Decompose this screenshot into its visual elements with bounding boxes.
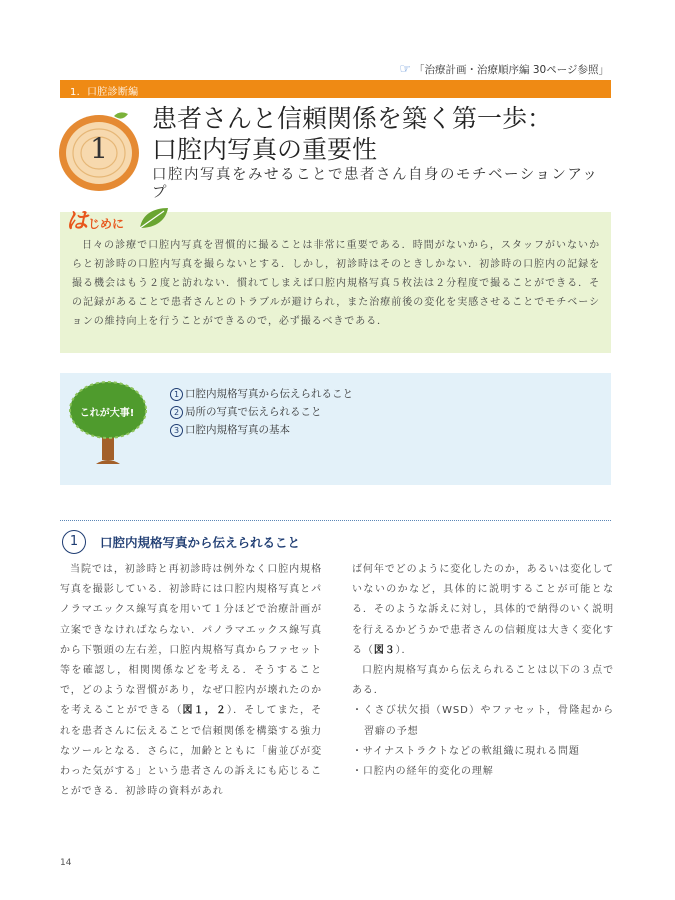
paragraph: 口腔内規格写真から伝えられることは以下の３点である． <box>352 665 614 697</box>
body-column-left <box>60 560 322 802</box>
key-point-item: 2 局所の写真で伝えられること <box>170 403 353 421</box>
intro-heading-big: は <box>66 209 89 234</box>
chapter-label: 1．口腔診断編 <box>70 87 139 98</box>
tree-icon <box>66 378 150 466</box>
intro-text: 日々の診療で口腔内写真を習慣的に撮ることは非常に重要である．時間がないから，スタッフがいないからと初診時の口腔内写真を撮らないとする．しかし，初診時はそのときしかない．初診時の口腔内の記録を撮る機会はもう２度と訪れない．慣れてしまえば口腔内規格写真５枚法は２分程度で撮ることができる．その記録があることで患者さんとのトラブルが避けられ，また治療前後の変化を実感させることでモチベーションの維持向上を行うことができるので，必ず撮るべきである． <box>72 240 600 327</box>
key-points-badge: これが大事! <box>79 408 135 419</box>
figure-reference: 図３ <box>373 644 396 656</box>
section-title: 口腔内規格写真から伝えられること <box>100 535 301 550</box>
reference-text: 「治療計画・治療順序編 30ページ参照」 <box>414 64 609 76</box>
page-reference <box>399 62 609 77</box>
body-column-right <box>352 560 614 782</box>
section-number: 1 <box>62 530 86 554</box>
key-point-item: 1 口腔内規格写真から伝えられること <box>170 385 353 403</box>
article-number: 1 <box>90 132 108 165</box>
title-line-1: 患者さんと信頼関係を築く第一歩： <box>152 104 553 133</box>
figure-reference: 図１，２ <box>182 705 228 717</box>
bullet-item: ・サイナストラクトなどの軟組織に現れる問題 <box>352 745 580 757</box>
leaf-icon <box>138 206 172 230</box>
bullet-item: ・口腔内の経年的変化の理解 <box>352 766 494 778</box>
key-points-list <box>170 385 353 439</box>
paragraph: ば何年でどのように変化したのか，あるいは変化していないのかなど，具体的に説明することが可能となる．そのような訴えに対し，具体的で納得のいく説明を行えるかどうかで患者さんの信頼度は大きく変化する（図３）． <box>352 564 614 656</box>
article-title <box>152 103 622 165</box>
chapter-bar <box>60 80 611 98</box>
article-subtitle: 口腔内写真をみせることで患者さん自身のモチベーションアップ <box>152 167 599 201</box>
section-divider <box>60 520 611 521</box>
key-point-item: 3 口腔内規格写真の基本 <box>170 421 353 439</box>
title-line-2: 口腔内写真の重要性 <box>152 135 378 164</box>
bullet-item: ・くさび状欠損（WSD）やファセット，骨隆起から習癖の予想 <box>352 705 614 737</box>
pointing-hand-icon: ☞ <box>399 62 411 77</box>
paragraph: 当院では，初診時と再初診時は例外なく口腔内規格写真を撮影している．初診時には口腔内規格写真とパノラマエックス線写真を用いて１分ほどで治療計画が立案できなければならない．パノラマエックス線写真から下顎頭の左右差，口腔内規格写真からファセット等を確認し，相関関係などを考える．そうすることで，どのような習慣があり，なぜ口腔内が壊れたのかを考えることができる（図１，２）．そしてまた，それを患者さんに伝えることで信頼関係を構築する強力なツールとなる．さらに，加齢とともに「歯並びが変わった気がする」という患者さんの訴えにも応じることができる．初診時の資料があれ <box>60 564 323 798</box>
page-number: 14 <box>60 858 72 868</box>
intro-heading <box>66 204 124 235</box>
intro-heading-small: じめに <box>88 217 125 231</box>
